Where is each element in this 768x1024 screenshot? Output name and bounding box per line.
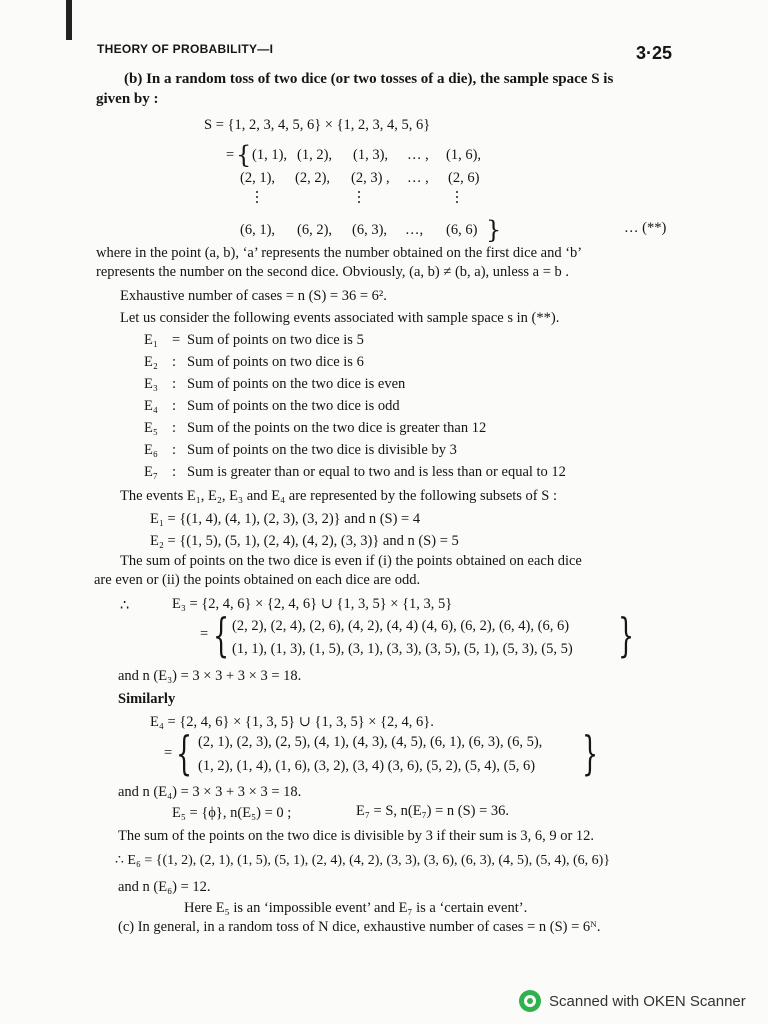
- row1-cell-6: (1, 6),: [446, 147, 482, 163]
- row6-cell-6: (6, 6): [446, 222, 478, 238]
- matrix-open-brace: {: [236, 141, 252, 169]
- equation-tag: … (**): [624, 220, 667, 236]
- n-e4: and n (E₄) = 3 × 3 + 3 × 3 = 18.: [118, 784, 302, 800]
- scan-binding-edge: [66, 0, 72, 40]
- row1-cell-2: (1, 2),: [297, 147, 333, 163]
- event-7-name: E₇: [144, 464, 158, 480]
- event-6-sep: :: [172, 442, 177, 458]
- event-4-name: E₄: [144, 398, 158, 414]
- e7-line: E₇ = S, n(E₇) = n (S) = 36.: [356, 803, 510, 819]
- matrix-close-brace: }: [486, 216, 502, 244]
- vertical-ellipsis: [256, 188, 260, 206]
- divisible-by-3: The sum of the points on the two dice is divisible by 3 if their sum is 3, 6, 9 or 12.: [118, 828, 595, 844]
- e3-close-brace: }: [618, 608, 635, 662]
- row6-cell-2: (6, 2),: [297, 222, 333, 238]
- event-3-sep: :: [172, 376, 177, 392]
- row1-ellipsis: … ,: [407, 147, 429, 163]
- event-3-name: E₃: [144, 376, 158, 392]
- e1-subset: E₁ = {(1, 4), (4, 1), (2, 3), (3, 2)} and n (S) = 4: [150, 511, 421, 527]
- n-e6: and n (E₆) = 12.: [118, 879, 211, 895]
- exhaustive-cases: Exhaustive number of cases = n (S) = 36 = 6².: [120, 288, 387, 304]
- row6-cell-3: (6, 3),: [352, 222, 388, 238]
- event-1-sep: =: [172, 332, 181, 348]
- e4-close-brace: }: [582, 726, 599, 780]
- event-5-name: E₅: [144, 420, 158, 436]
- e3-row-1: (2, 2), (2, 4), (2, 6), (4, 2), (4, 4) (4, 6), (6, 2), (6, 4), (6, 6): [232, 618, 570, 634]
- e4-open-brace: {: [176, 726, 193, 780]
- e3-equals: =: [200, 626, 209, 642]
- consider-events: Let us consider the following events associated with sample space s in (**).: [120, 310, 560, 326]
- impossible-certain-events: Here E₅ is an ‘impossible event’ and E₇ is a ‘certain event’.: [184, 900, 528, 916]
- row2-cell-3: (2, 3) ,: [351, 170, 390, 186]
- similarly: Similarly: [118, 691, 176, 707]
- matrix-equals: =: [226, 147, 235, 163]
- e5-line: E₅ = {ϕ}, n(E₅) = 0 ;: [172, 805, 292, 821]
- e6-subset: ∴ E₆ = {(1, 2), (2, 1), (1, 5), (5, 1), (2, 4), (4, 2), (3, 3), (3, 6), (6, 3), (4, 5), (5, 4), (6, 6)}: [115, 853, 611, 868]
- e4-equals: =: [164, 745, 173, 761]
- event-7-sep: :: [172, 464, 177, 480]
- event-1-desc: Sum of points on two dice is 5: [187, 332, 364, 348]
- even-sum-line-2: are even or (ii) the points obtained on each dice are odd.: [94, 572, 421, 588]
- event-4-sep: :: [172, 398, 177, 414]
- e3-row-2: (1, 1), (1, 3), (1, 5), (3, 1), (3, 3), (3, 5), (5, 1), (5, 3), (5, 5): [232, 641, 573, 657]
- event-7-desc: Sum is greater than or equal to two and is less than or equal to 12: [187, 464, 566, 480]
- running-header-title: THEORY OF PROBABILITY—I: [97, 42, 274, 56]
- event-2-desc: Sum of points on two dice is 6: [187, 354, 364, 370]
- scanner-watermark: [519, 988, 746, 1014]
- row1-cell-3: (1, 3),: [353, 147, 389, 163]
- part-c-general: (c) In general, in a random toss of N dice, exhaustive number of cases = n (S) = 6ᴺ.: [118, 919, 601, 935]
- row6-ellipsis: …,: [405, 222, 424, 238]
- events-represented: The events E₁, E₂, E₃ and E₄ are represented by the following subsets of S :: [120, 488, 557, 504]
- row1-cell-1: (1, 1),: [252, 147, 288, 163]
- oken-scanner-logo-icon: [519, 990, 541, 1012]
- event-3-desc: Sum of points on the two dice is even: [187, 376, 406, 392]
- where-line-1: where in the point (a, b), ‘a’ represents the number obtained on the first dice and ‘b’: [96, 245, 583, 261]
- intro-line-1: (b) In a random toss of two dice (or two tosses of a die), the sample space S is: [124, 71, 614, 87]
- even-sum-line-1: The sum of points on the two dice is even if (i) the points obtained on each dice: [120, 553, 582, 569]
- e3-open-brace: {: [213, 608, 230, 662]
- sample-space-definition: S = {1, 2, 3, 4, 5, 6} × {1, 2, 3, 4, 5, 6}: [204, 117, 431, 133]
- e2-subset: E₂ = {(1, 5), (5, 1), (2, 4), (4, 2), (3, 3)} and n (S) = 5: [150, 533, 459, 549]
- e3-definition: E₃ = {2, 4, 6} × {2, 4, 6} ∪ {1, 3, 5} × {1, 3, 5}: [172, 596, 453, 612]
- therefore-symbol: ∴: [120, 598, 130, 614]
- row2-ellipsis: … ,: [407, 170, 429, 186]
- e4-row-1: (2, 1), (2, 3), (2, 5), (4, 1), (4, 3), (4, 5), (6, 1), (6, 3), (6, 5),: [198, 734, 543, 750]
- event-2-name: E₂: [144, 354, 158, 370]
- vertical-ellipsis: [456, 188, 460, 206]
- row6-cell-1: (6, 1),: [240, 222, 276, 238]
- vertical-ellipsis: [358, 188, 362, 206]
- row2-cell-6: (2, 6): [448, 170, 480, 186]
- event-1-name: E₁: [144, 332, 158, 348]
- scanner-watermark-text: Scanned with OKEN Scanner: [549, 992, 746, 1010]
- row2-cell-1: (2, 1),: [240, 170, 276, 186]
- event-4-desc: Sum of points on the two dice is odd: [187, 398, 400, 414]
- n-e3: and n (E₃) = 3 × 3 + 3 × 3 = 18.: [118, 668, 302, 684]
- e4-definition: E₄ = {2, 4, 6} × {1, 3, 5} ∪ {1, 3, 5} × {2, 4, 6}.: [150, 714, 434, 730]
- e4-row-2: (1, 2), (1, 4), (1, 6), (3, 2), (3, 4) (3, 6), (5, 2), (5, 4), (5, 6): [198, 758, 536, 774]
- row2-cell-2: (2, 2),: [295, 170, 331, 186]
- event-6-name: E₆: [144, 442, 158, 458]
- where-line-2: represents the number on the second dice. Obviously, (a, b) ≠ (b, a), unless a = b .: [96, 264, 570, 280]
- page-number: 3·25: [636, 43, 673, 63]
- intro-line-2: given by :: [96, 91, 159, 107]
- event-5-sep: :: [172, 420, 177, 436]
- event-5-desc: Sum of the points on the two dice is greater than 12: [187, 420, 487, 436]
- event-2-sep: :: [172, 354, 177, 370]
- event-6-desc: Sum of points on the two dice is divisible by 3: [187, 442, 457, 458]
